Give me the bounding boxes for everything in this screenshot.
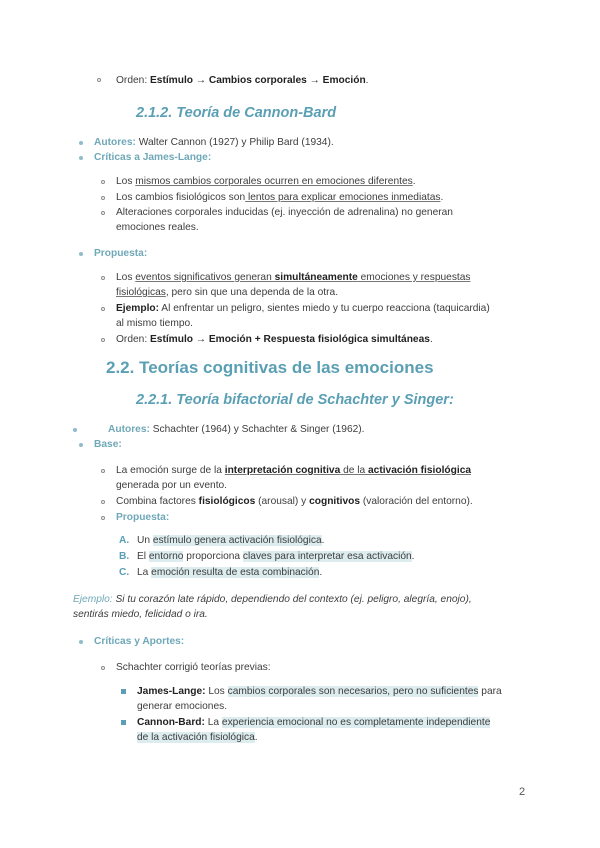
- circle-bullet-icon: [97, 78, 101, 82]
- list-item-continuation: al mismo tiempo.: [116, 318, 193, 329]
- critique-label: Críticas a James-Lange:: [94, 152, 212, 163]
- square-bullet-icon: [121, 689, 126, 694]
- list-letter: A.: [119, 535, 130, 546]
- section-heading-schachter: 2.2.1. Teoría bifactorial de Schachter y Singer:: [136, 392, 454, 408]
- example-paragraph-continuation: sentirás miedo, felicidad o ira.: [73, 609, 208, 620]
- list-item-continuation: generar emociones.: [137, 701, 228, 712]
- dot-bullet-icon: [79, 443, 83, 447]
- list-item: La emoción resulta de esta combinación.: [137, 567, 323, 578]
- section-heading-cognitive: 2.2. Teorías cognitivas de las emociones: [106, 358, 434, 377]
- authors-line: Autores: Walter Cannon (1927) y Philip Bard (1934).: [94, 137, 334, 148]
- list-item: Orden: Estímulo → Cambios corporales → Emoción.: [116, 75, 369, 86]
- square-bullet-icon: [121, 720, 126, 725]
- circle-bullet-icon: [101, 469, 105, 473]
- dot-bullet-icon: [79, 252, 83, 256]
- list-item: El entorno proporciona claves para interpretar esa activación.: [137, 551, 415, 562]
- dot-bullet-icon: [79, 156, 83, 160]
- circle-bullet-icon: [101, 338, 105, 342]
- list-item-continuation: generada por un evento.: [116, 480, 228, 491]
- circle-bullet-icon: [101, 307, 105, 311]
- list-item: Un estímulo genera activación fisiológica.: [137, 535, 325, 546]
- section-heading-cannon-bard: 2.1.2. Teoría de Cannon-Bard: [136, 105, 337, 121]
- circle-bullet-icon: [101, 196, 105, 200]
- list-item: Schachter corrigió teorías previas:: [116, 662, 271, 673]
- circle-bullet-icon: [101, 666, 105, 670]
- list-item: Alteraciones corporales inducidas (ej. inyección de adrenalina) no generan: [116, 207, 453, 218]
- circle-bullet-icon: [101, 276, 105, 280]
- list-item: Combina factores fisiológicos (arousal) y cognitivos (valoración del entorno).: [116, 496, 473, 507]
- authors-line: Autores: Schachter (1964) y Schachter & Singer (1962).: [108, 424, 365, 435]
- critics-label: Críticas y Aportes:: [94, 636, 185, 647]
- circle-bullet-icon: [101, 500, 105, 504]
- list-item-continuation: emociones reales.: [116, 222, 199, 233]
- dot-bullet-icon: [73, 428, 77, 432]
- base-label: Base:: [94, 439, 122, 450]
- dot-bullet-icon: [79, 640, 83, 644]
- list-item: Los eventos significativos generan simultáneamente emociones y respuestas: [116, 272, 471, 283]
- proposal-label: Propuesta:: [116, 512, 170, 523]
- list-item-continuation: fisiológicas, pero sin que una dependa de la otra.: [116, 287, 339, 298]
- example-paragraph: Ejemplo: Si tu corazón late rápido, dependiendo del contexto (ej. peligro, alegría, enojo),: [73, 594, 472, 605]
- list-item: Orden: Estímulo → Emoción + Respuesta fisiológica simultáneas.: [116, 334, 433, 345]
- list-item: Cannon-Bard: La experiencia emocional no es completamente independiente: [137, 717, 491, 728]
- dot-bullet-icon: [79, 141, 83, 145]
- page-number: 2: [519, 786, 526, 798]
- list-item: James-Lange: Los cambios corporales son necesarios, pero no suficientes para: [137, 686, 502, 697]
- proposal-label: Propuesta:: [94, 248, 148, 259]
- circle-bullet-icon: [101, 180, 105, 184]
- list-item: Ejemplo: Al enfrentar un peligro, sientes miedo y tu cuerpo reacciona (taquicardia): [116, 303, 490, 314]
- circle-bullet-icon: [101, 211, 105, 215]
- circle-bullet-icon: [101, 516, 105, 520]
- list-item-continuation: de la activación fisiológica.: [137, 732, 258, 743]
- list-item: La emoción surge de la interpretación cognitiva de la activación fisiológica: [116, 465, 472, 476]
- list-item: Los cambios fisiológicos son lentos para explicar emociones inmediatas.: [116, 192, 444, 203]
- list-letter: C.: [119, 567, 130, 578]
- list-letter: B.: [119, 551, 130, 562]
- list-item: Los mismos cambios corporales ocurren en emociones diferentes.: [116, 176, 416, 187]
